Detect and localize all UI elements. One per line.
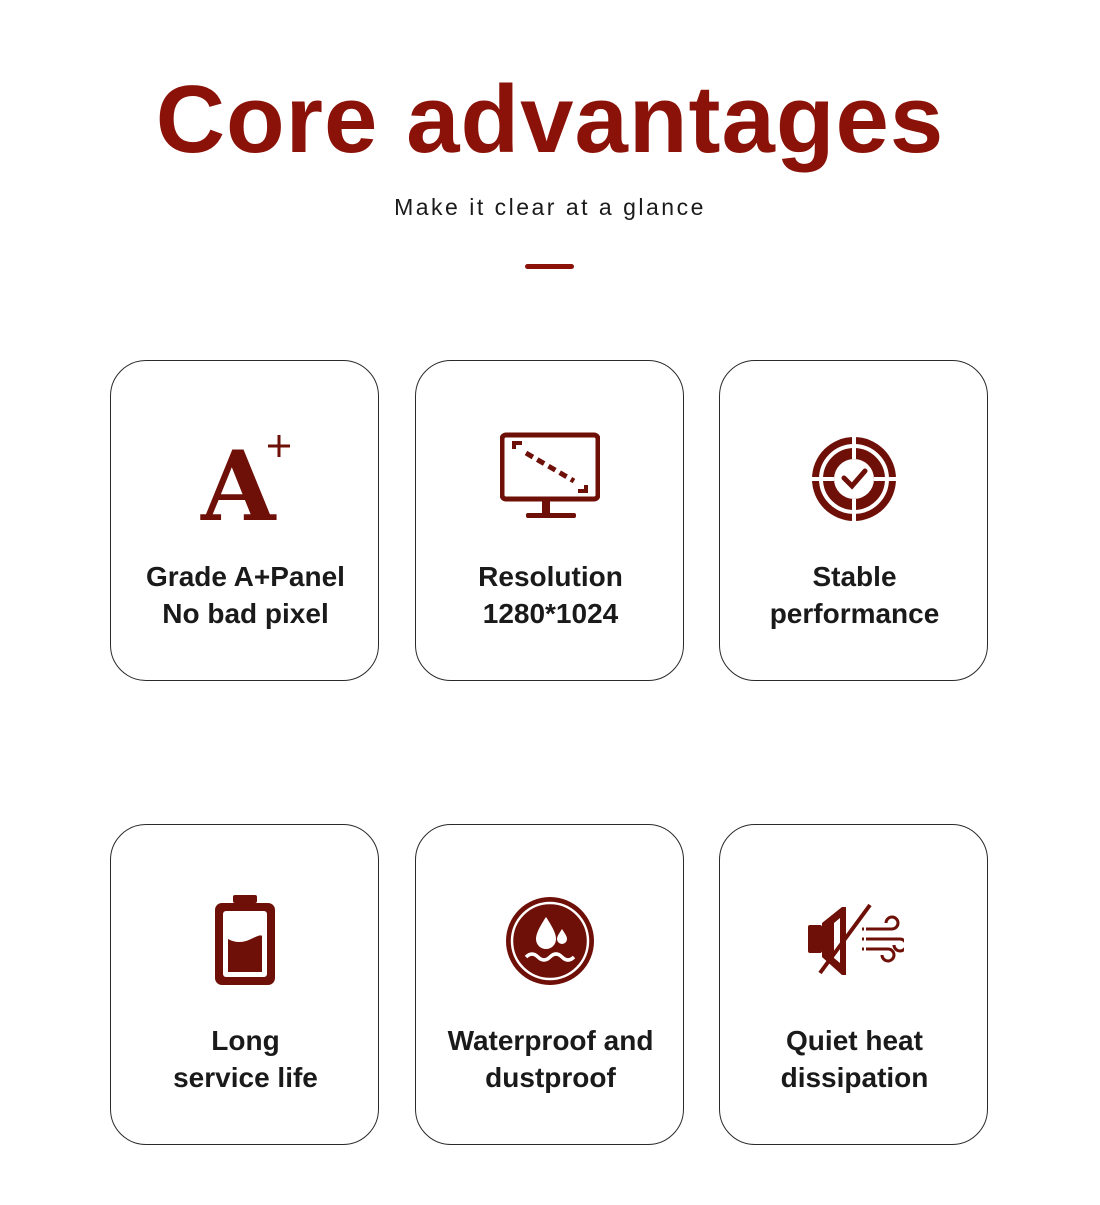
feature-card-resolution [415, 360, 684, 681]
feature-card-service-life [110, 824, 379, 1145]
water-drop-icon [500, 893, 600, 993]
feature-card-grade [110, 360, 379, 681]
feature-label: Long service life [173, 1025, 318, 1093]
feature-label: Quiet heat dissipation [780, 1025, 929, 1093]
feature-label: Waterproof and dustproof [447, 1025, 654, 1093]
feature-label: Grade A+Panel No bad pixel [146, 561, 345, 629]
svg-text:A: A [201, 430, 276, 529]
feature-label: Stable performance [769, 561, 940, 629]
feature-card-waterproof [415, 824, 684, 1145]
grade-a-plus-icon [195, 429, 295, 529]
feature-label: Resolution 1280*1024 [478, 561, 623, 629]
mute-fan-icon [804, 893, 904, 993]
battery-icon [195, 893, 295, 993]
page-subtitle: Make it clear at a glance [394, 194, 706, 220]
monitor-resolution-icon [500, 429, 600, 529]
feature-card-quiet [719, 824, 988, 1145]
stable-performance-icon [804, 429, 904, 529]
title-divider [525, 264, 574, 269]
feature-card-stable [719, 360, 988, 681]
page-title: Core advantages [155, 66, 945, 173]
